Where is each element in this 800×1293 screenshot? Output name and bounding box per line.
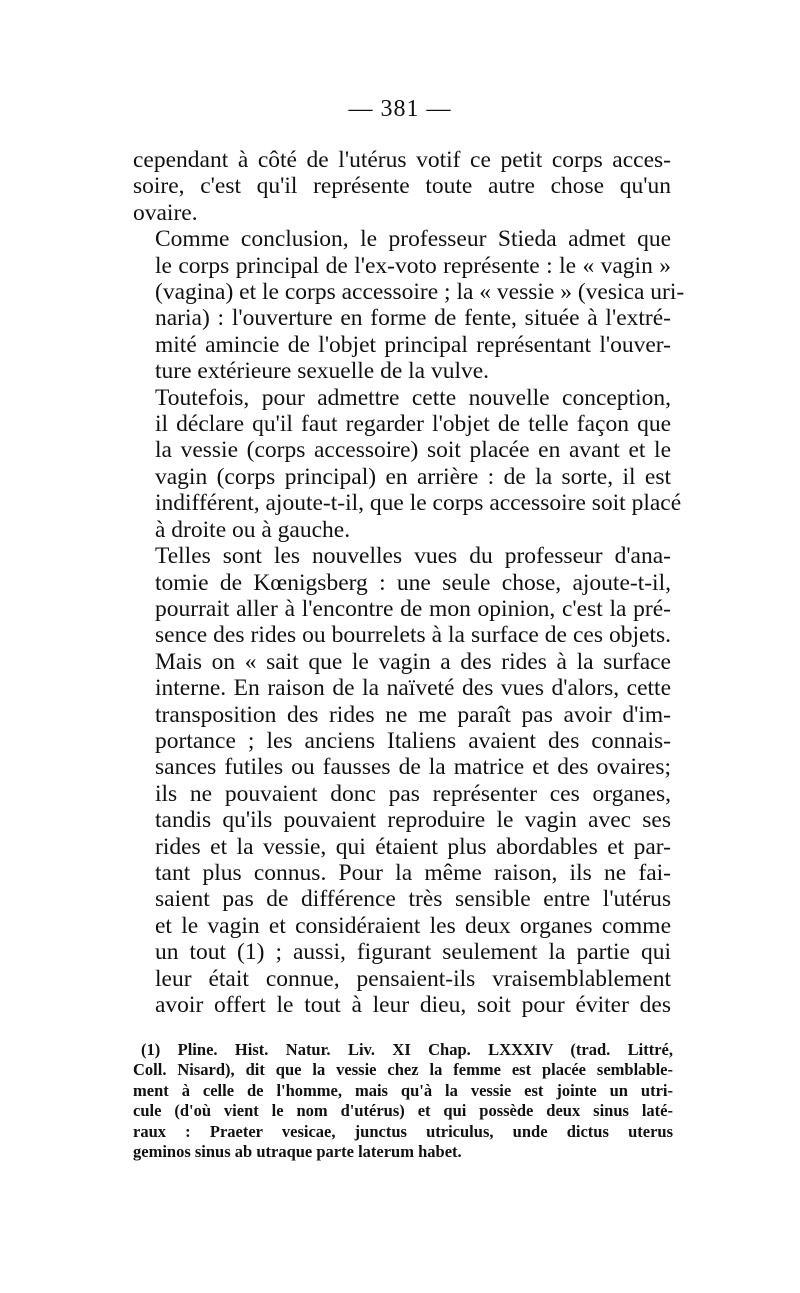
text-line: mité amincie de l'objet principal représentant l'ouver-	[155, 331, 671, 358]
text-line: à droite ou à gauche.	[155, 516, 351, 543]
text-line: transposition des rides ne me paraît pas avoir d'im-	[155, 701, 671, 728]
text-line: pourrait aller à l'encontre de mon opinion, c'est la pré-	[155, 595, 671, 622]
text-line: interne. En raison de la naïveté des vues d'alors, cette	[155, 675, 671, 702]
text-line: naria) : l'ouverture en forme de fente, située à l'extré-	[155, 305, 671, 332]
footnote-line: cule (d'où vient le nom d'utérus) et qui possède deux sinus laté-	[133, 1101, 673, 1121]
text-line: (vagina) et le corps accessoire ; la « vessie » (vesica uri-	[155, 279, 685, 306]
paragraph-2	[133, 226, 685, 385]
text-line: tant plus connus. Pour la même raison, ils ne fai-	[155, 859, 671, 886]
text-line: tandis qu'ils pouvaient reproduire le vagin avec ses	[155, 807, 671, 834]
text-line: ovaire.	[133, 199, 198, 226]
footnote-line: geminos sinus ab utraque parte laterum habet.	[133, 1142, 462, 1162]
page-number: — 381 —	[348, 96, 452, 122]
text-line: Comme conclusion, le professeur Stieda admet que	[155, 226, 671, 253]
paragraph-3	[133, 384, 682, 543]
text-line: Telles sont les nouvelles vues du professeur d'ana-	[155, 543, 671, 570]
text-line: saient pas de différence très sensible entre l'utérus	[155, 886, 671, 913]
paragraph-1	[133, 147, 671, 226]
text-line: et le vagin et considéraient les deux organes comme	[155, 912, 671, 939]
text-line: vagin (corps principal) en arrière : de la sorte, il est	[155, 463, 671, 490]
text-line: ture extérieure sexuelle de la vulve.	[155, 358, 490, 385]
text-line: Toutefois, pour admettre cette nouvelle conception,	[155, 384, 671, 411]
footnote-line: ment à celle de l'homme, mais qu'à la vessie est jointe un utri-	[133, 1080, 673, 1100]
text-line: indifférent, ajoute-t-il, que le corps accessoire soit placé	[155, 490, 682, 517]
text-line: la vessie (corps accessoire) soit placée en avant et le	[155, 437, 671, 464]
text-line: sence des rides ou bourrelets à la surface de ces objets.	[155, 622, 671, 649]
text-line: Mais on « sait que le vagin a des rides à la surface	[155, 648, 671, 675]
paragraph-4	[133, 543, 671, 1018]
body-text	[133, 147, 685, 1018]
footnote-line: (1) Pline. Hist. Natur. Liv. XI Chap. LXXXIV (trad. Littré,	[141, 1040, 673, 1059]
footnote	[133, 1040, 673, 1162]
text-line: avoir offert le tout à leur dieu, soit pour éviter des	[155, 992, 671, 1018]
text-line: leur était connue, pensaient-ils vraisemblablement	[155, 965, 671, 992]
text-line: tomie de Kœnigsberg : une seule chose, ajoute-t-il,	[155, 569, 671, 596]
text-line: soire, c'est qu'il représente toute autre chose qu'un	[133, 173, 671, 200]
footnote-line: Coll. Nisard), dit que la vessie chez la femme est placée semblable-	[133, 1060, 673, 1080]
text-line: portance ; les anciens Italiens avaient des connais-	[155, 727, 671, 754]
text-line: rides et la vessie, qui étaient plus abordables et par-	[155, 833, 671, 860]
text-line: un tout (1) ; aussi, figurant seulement la partie qui	[155, 939, 671, 966]
text-line: ils ne pouvaient donc pas représenter ces organes,	[155, 780, 671, 807]
text-line: il déclare qu'il faut regarder l'objet de telle façon que	[155, 411, 671, 438]
text-line: sances futiles ou fausses de la matrice et des ovaires;	[155, 754, 671, 781]
footnote-line: raux : Praeter vesicae, junctus utriculus, unde dictus uterus	[133, 1121, 673, 1141]
text-line: le corps principal de l'ex-voto représente : le « vagin »	[155, 252, 671, 279]
text-line: cependant à côté de l'utérus votif ce petit corps acces-	[133, 147, 671, 173]
